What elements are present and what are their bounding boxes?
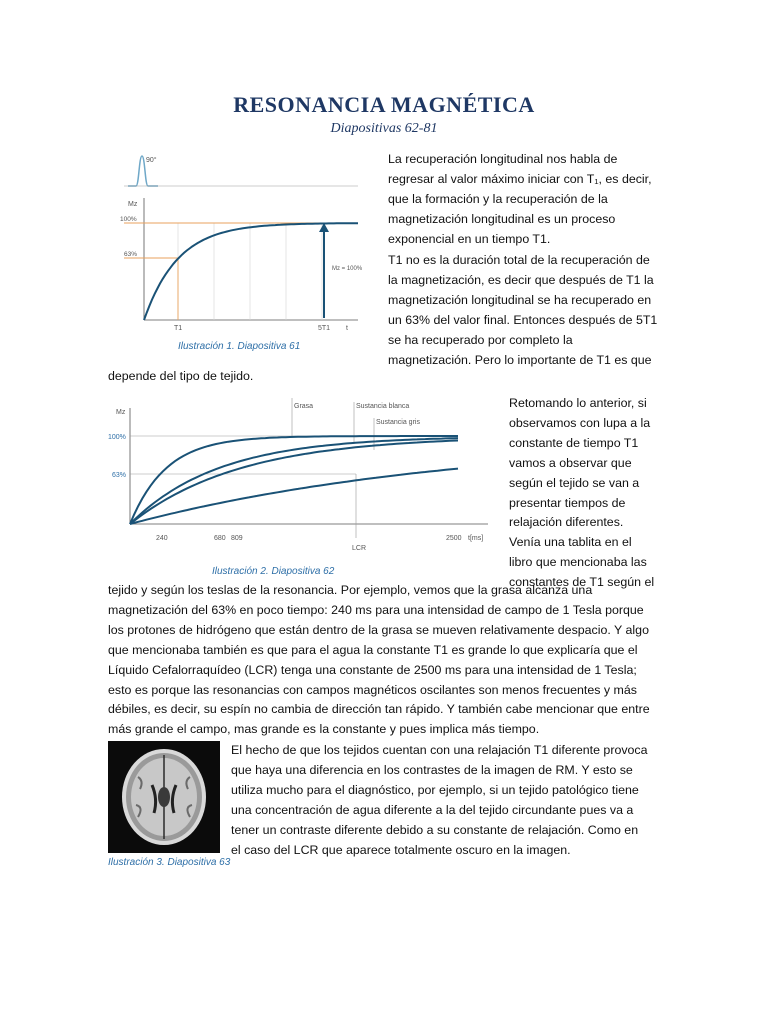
x-axis-label: t [346, 325, 348, 332]
paragraph-1 [388, 150, 760, 250]
text-line: un 63% del valor final. Entonces después de 5T1 [388, 312, 658, 327]
text-line: vamos a observar que [509, 455, 632, 470]
text-line: Líquido Cefalorraquídeo (LCR) tenga una constante de 2500 ms para una intensidad de 1 Tesla; [108, 662, 637, 677]
paragraph-4 [231, 741, 761, 860]
text-line: constantes de T1 según el [509, 575, 655, 590]
text-line: utiliza mucho para el diagnóstico, por ejemplo, si un tejido patológico tiene [231, 782, 639, 797]
label-63: 63% [124, 251, 138, 258]
text-line: regresar al valor máximo iniciar con T₁, es decir, [388, 171, 652, 186]
paragraph-4-lines [231, 741, 761, 860]
text-line: más grande el campo, mas grande es la constante y pues implica más tiempo. [108, 722, 540, 737]
recovery-curve [144, 223, 358, 320]
x-tick-240: 240 [156, 535, 168, 542]
text-line: constante de tiempo T1 [509, 435, 639, 450]
y-axis-label: Mz [128, 201, 138, 208]
y-axis-label: Mz [116, 409, 126, 416]
curve-label-lcr: LCR [352, 545, 367, 552]
text-line: El hecho de que los tejidos cuentan con una relajación T1 diferente provoca [231, 743, 648, 757]
paragraph-3-lines [509, 394, 761, 593]
paragraph-2-tail: depende del tipo de tejido. [108, 369, 254, 383]
figure-1-t1-recovery-graph [108, 150, 370, 332]
text-line: magnetización. Pero lo importante de T1 es que [388, 352, 652, 367]
x-tick-680: 680 [214, 535, 226, 542]
text-line: los protones de hidrógeno que están dentro de la grasa se mueven relativamente despacio. Y algo [108, 622, 649, 637]
label-100: 100% [108, 434, 126, 441]
text-line: una concentración de agua diferente a la del tejido circundante pues va a [231, 802, 634, 817]
text-line: T1 no es la duración total de la recuperación de [388, 253, 650, 267]
text-line: libro que mencionaba las [509, 555, 647, 570]
x-axis-label: t[ms] [468, 535, 484, 542]
page-subtitle: Diapositivas 62-81 [330, 121, 438, 136]
text-line: La recuperación longitudinal nos habla de [388, 152, 618, 166]
text-line: que la formación y la recuperación de la [388, 191, 608, 206]
paragraph-3-full-lines [108, 581, 764, 740]
text-line: la magnetización, es decir que después de T1 la [388, 272, 654, 287]
x-tick-5t1: 5T1 [318, 325, 331, 332]
figure-3-mri-brain-image [108, 741, 220, 853]
text-line: débiles, es decir, su espín no cambia de dirección tan rápido. Y también cabe mencionar que entre [108, 702, 650, 717]
curve-label-blanca: Sustancia blanca [356, 403, 410, 410]
paragraph-3-full [108, 581, 764, 740]
text-line: presentar tiempos de [509, 495, 626, 510]
curve-lcr [130, 469, 458, 524]
text-line: tejido y según los teslas de la resonancia. Por ejemplo, vemos que la grasa alcanza una [108, 583, 593, 597]
figure-2-caption: Ilustración 2. Diapositiva 62 [212, 566, 335, 577]
paragraph-2-lines [388, 251, 760, 370]
text-line: que haya una diferencia en los contrastes de la imagen de RM. Y esto se [231, 762, 633, 777]
figure-2-tissue-t1-graph [106, 398, 496, 560]
text-line: según el tejido se van a [509, 475, 640, 490]
text-line: observamos con lupa a la [509, 415, 651, 430]
figure-1-caption: Ilustración 1. Diapositiva 61 [178, 341, 301, 352]
text-line: Retomando lo anterior, si [509, 396, 647, 410]
text-line: esto es porque las resonancias con campos magnéticos oscilantes son menos frecuentes y más [108, 682, 637, 697]
pulse-label: 90° [146, 157, 157, 164]
text-line: exponencial en un tiempo T1. [388, 231, 551, 246]
arrow-label: Mz = 100% [332, 266, 363, 272]
text-line: se ha recuperado por completo la [388, 332, 573, 347]
figure-3-caption: Ilustración 3. Diapositiva 63 [108, 857, 231, 868]
x-tick-t1: T1 [174, 325, 183, 332]
text-line: magnetización del 63% en poco tiempo: 240 ms para una intensidad de campo de 1 Tesla porque [108, 602, 644, 617]
text-line: tener un contraste diferente debido a su constante de relajación. Como en [231, 822, 639, 837]
text-line: relajación diferentes. [509, 515, 624, 530]
curve-label-gris: Sustancia gris [376, 419, 420, 426]
text-line: Venía una tablita en el [509, 535, 632, 550]
x-tick-809: 809 [231, 535, 243, 542]
text-line: magnetización longitudinal se ha recuperado en [388, 292, 652, 307]
label-63: 63% [112, 472, 127, 479]
x-tick-2500: 2500 [446, 535, 462, 542]
page-title: RESONANCIA MAGNÉTICA [233, 92, 535, 117]
text-line: magnetización longitudinal es un proceso [388, 211, 616, 226]
text-line: que mencionaba también es que para el agua la constante T1 es grande lo que explicaría que el [108, 642, 638, 657]
paragraph-2 [388, 251, 760, 370]
curve-label-grasa: Grasa [294, 403, 314, 410]
label-100: 100% [120, 216, 137, 223]
paragraph-3-right [509, 394, 761, 593]
paragraph-1-lines [388, 150, 760, 250]
text-line: el caso del LCR que aparece totalmente oscuro en la imagen. [231, 842, 571, 857]
